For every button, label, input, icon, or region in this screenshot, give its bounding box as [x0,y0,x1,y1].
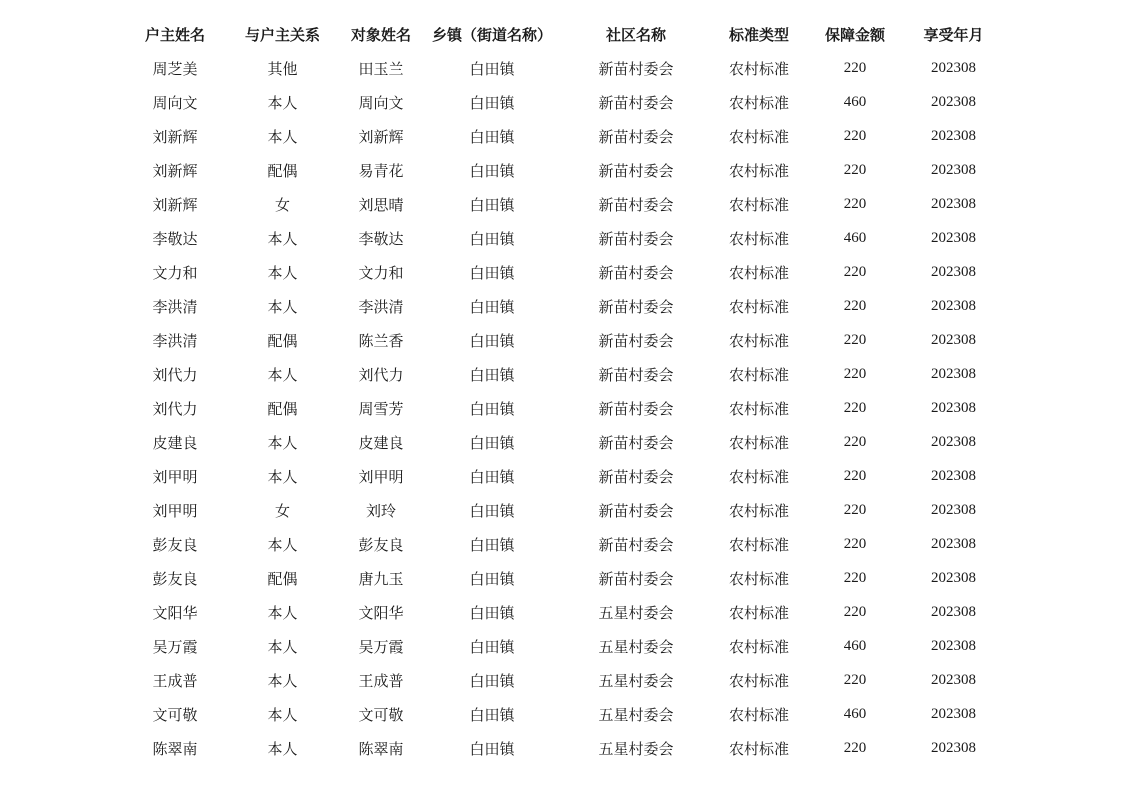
community-cell: 新苗村委会 [598,365,674,384]
standard-type-cell: 农村标准 [728,365,789,384]
recipient-name-cell: 皮建良 [358,433,404,452]
standard-type-cell: 农村标准 [728,569,789,588]
township-cell: 白田镇 [469,93,515,112]
amount-cell: 220 [843,739,867,756]
township-cell: 白田镇 [469,59,515,78]
recipient-name-cell: 吴万霞 [358,637,404,656]
table-header [120,17,1000,51]
community-cell: 新苗村委会 [598,93,674,112]
community-cell: 新苗村委会 [598,467,674,486]
recipient-name-cell: 王成普 [358,671,404,690]
relationship-cell: 本人 [267,297,298,316]
householder-name-cell: 彭友良 [152,535,198,554]
community-cell: 新苗村委会 [598,399,674,418]
community-cell: 新苗村委会 [598,535,674,554]
community-cell: 新苗村委会 [598,569,674,588]
relationship-cell: 本人 [267,433,298,452]
relationship-cell: 配偶 [267,161,298,180]
township-cell: 白田镇 [469,127,515,146]
standard-type-cell: 农村标准 [728,331,789,350]
township-cell: 白田镇 [469,637,515,656]
table-row [120,391,1000,425]
table-row [120,425,1000,459]
householder-name-cell: 李洪清 [152,331,198,350]
recipient-name-cell: 刘玲 [365,501,396,520]
amount-cell: 220 [843,603,867,620]
householder-name-cell: 陈翠南 [152,739,198,758]
month-cell: 202308 [931,161,976,178]
recipient-name-cell: 文力和 [358,263,404,282]
table-row [120,323,1000,357]
relationship-cell: 本人 [267,93,298,112]
relationship-cell: 本人 [267,229,298,248]
recipient-name-cell: 彭友良 [358,535,404,554]
township-cell: 白田镇 [469,535,515,554]
householder-name-cell: 文力和 [152,263,198,282]
householder-name-cell: 刘甲明 [152,467,198,486]
recipient-name-cell: 李洪清 [358,297,404,316]
amount-cell: 220 [843,195,867,212]
standard-type-cell: 农村标准 [728,603,789,622]
standard-type-cell: 农村标准 [728,263,789,282]
relationship-cell: 本人 [267,127,298,146]
header-amount: 保障金额 [824,25,885,44]
township-cell: 白田镇 [469,297,515,316]
recipient-name-cell: 唐九玉 [358,569,404,588]
header-recipient-name: 对象姓名 [350,25,411,44]
recipient-name-cell: 刘甲明 [358,467,404,486]
relationship-cell: 女 [274,195,290,214]
table-row [120,357,1000,391]
community-cell: 新苗村委会 [598,263,674,282]
standard-type-cell: 农村标准 [728,671,789,690]
table-row [120,119,1000,153]
householder-name-cell: 吴万霞 [152,637,198,656]
township-cell: 白田镇 [469,195,515,214]
township-cell: 白田镇 [469,433,515,452]
township-cell: 白田镇 [469,569,515,588]
recipient-name-cell: 田玉兰 [358,59,404,78]
table-row [120,255,1000,289]
recipient-name-cell: 文可敬 [358,705,404,724]
amount-cell: 220 [843,59,867,76]
benefit-roster-table [120,17,1000,765]
community-cell: 五星村委会 [598,739,674,758]
township-cell: 白田镇 [469,671,515,690]
relationship-cell: 本人 [267,263,298,282]
householder-name-cell: 李敬达 [152,229,198,248]
month-cell: 202308 [931,297,976,314]
month-cell: 202308 [931,569,976,586]
township-cell: 白田镇 [469,229,515,248]
township-cell: 白田镇 [469,603,515,622]
householder-name-cell: 刘新辉 [152,161,198,180]
amount-cell: 220 [843,399,867,416]
table-row [120,561,1000,595]
table-row [120,85,1000,119]
table-row [120,527,1000,561]
month-cell: 202308 [931,637,976,654]
householder-name-cell: 王成普 [152,671,198,690]
householder-name-cell: 周向文 [152,93,198,112]
township-cell: 白田镇 [469,467,515,486]
standard-type-cell: 农村标准 [728,637,789,656]
community-cell: 五星村委会 [598,637,674,656]
header-row [120,17,1000,51]
standard-type-cell: 农村标准 [728,161,789,180]
month-cell: 202308 [931,331,976,348]
recipient-name-cell: 陈兰香 [358,331,404,350]
community-cell: 新苗村委会 [598,127,674,146]
month-cell: 202308 [931,705,976,722]
amount-cell: 460 [843,229,867,246]
standard-type-cell: 农村标准 [728,93,789,112]
standard-type-cell: 农村标准 [728,705,789,724]
table-row [120,629,1000,663]
table-body [120,51,1000,765]
relationship-cell: 本人 [267,365,298,384]
householder-name-cell: 李洪清 [152,297,198,316]
standard-type-cell: 农村标准 [728,195,789,214]
householder-name-cell: 刘新辉 [152,127,198,146]
month-cell: 202308 [931,59,976,76]
header-township: 乡镇（街道名称） [431,25,552,44]
table-row [120,289,1000,323]
standard-type-cell: 农村标准 [728,535,789,554]
amount-cell: 220 [843,671,867,688]
community-cell: 五星村委会 [598,671,674,690]
community-cell: 新苗村委会 [598,229,674,248]
standard-type-cell: 农村标准 [728,127,789,146]
table-row [120,697,1000,731]
community-cell: 新苗村委会 [598,59,674,78]
standard-type-cell: 农村标准 [728,501,789,520]
community-cell: 五星村委会 [598,705,674,724]
table-row [120,153,1000,187]
month-cell: 202308 [931,739,976,756]
township-cell: 白田镇 [469,705,515,724]
table-row [120,595,1000,629]
community-cell: 新苗村委会 [598,501,674,520]
householder-name-cell: 刘甲明 [152,501,198,520]
document-page [120,17,1000,765]
header-community: 社区名称 [605,25,666,44]
header-relationship: 与户主关系 [244,25,320,44]
month-cell: 202308 [931,365,976,382]
township-cell: 白田镇 [469,263,515,282]
householder-name-cell: 刘代力 [152,399,198,418]
householder-name-cell: 彭友良 [152,569,198,588]
householder-name-cell: 刘代力 [152,365,198,384]
community-cell: 新苗村委会 [598,297,674,316]
relationship-cell: 本人 [267,467,298,486]
householder-name-cell: 皮建良 [152,433,198,452]
relationship-cell: 本人 [267,535,298,554]
recipient-name-cell: 刘代力 [358,365,404,384]
amount-cell: 220 [843,263,867,280]
recipient-name-cell: 李敬达 [358,229,404,248]
community-cell: 新苗村委会 [598,433,674,452]
amount-cell: 220 [843,501,867,518]
recipient-name-cell: 刘思晴 [358,195,404,214]
relationship-cell: 本人 [267,705,298,724]
month-cell: 202308 [931,671,976,688]
month-cell: 202308 [931,229,976,246]
amount-cell: 220 [843,535,867,552]
community-cell: 新苗村委会 [598,161,674,180]
township-cell: 白田镇 [469,365,515,384]
table-row [120,663,1000,697]
table-row [120,459,1000,493]
amount-cell: 460 [843,93,867,110]
relationship-cell: 配偶 [267,399,298,418]
month-cell: 202308 [931,263,976,280]
month-cell: 202308 [931,195,976,212]
community-cell: 新苗村委会 [598,195,674,214]
relationship-cell: 本人 [267,603,298,622]
relationship-cell: 配偶 [267,331,298,350]
table-row [120,51,1000,85]
month-cell: 202308 [931,501,976,518]
month-cell: 202308 [931,433,976,450]
header-standard-type: 标准类型 [728,25,789,44]
table-row [120,221,1000,255]
month-cell: 202308 [931,399,976,416]
relationship-cell: 本人 [267,671,298,690]
recipient-name-cell: 文阳华 [358,603,404,622]
recipient-name-cell: 刘新辉 [358,127,404,146]
township-cell: 白田镇 [469,331,515,350]
month-cell: 202308 [931,93,976,110]
amount-cell: 460 [843,705,867,722]
amount-cell: 220 [843,297,867,314]
amount-cell: 220 [843,127,867,144]
standard-type-cell: 农村标准 [728,739,789,758]
amount-cell: 220 [843,161,867,178]
amount-cell: 220 [843,467,867,484]
relationship-cell: 本人 [267,739,298,758]
recipient-name-cell: 周雪芳 [358,399,404,418]
township-cell: 白田镇 [469,399,515,418]
relationship-cell: 本人 [267,637,298,656]
table-row [120,187,1000,221]
month-cell: 202308 [931,603,976,620]
recipient-name-cell: 易青花 [358,161,404,180]
relationship-cell: 配偶 [267,569,298,588]
month-cell: 202308 [931,127,976,144]
month-cell: 202308 [931,467,976,484]
header-householder-name: 户主姓名 [144,25,205,44]
amount-cell: 220 [843,569,867,586]
standard-type-cell: 农村标准 [728,59,789,78]
standard-type-cell: 农村标准 [728,399,789,418]
township-cell: 白田镇 [469,501,515,520]
standard-type-cell: 农村标准 [728,297,789,316]
recipient-name-cell: 周向文 [358,93,404,112]
header-month: 享受年月 [923,25,984,44]
month-cell: 202308 [931,535,976,552]
recipient-name-cell: 陈翠南 [358,739,404,758]
table-row [120,731,1000,765]
table-row [120,493,1000,527]
amount-cell: 220 [843,365,867,382]
amount-cell: 220 [843,331,867,348]
standard-type-cell: 农村标准 [728,229,789,248]
amount-cell: 220 [843,433,867,450]
householder-name-cell: 刘新辉 [152,195,198,214]
community-cell: 五星村委会 [598,603,674,622]
township-cell: 白田镇 [469,739,515,758]
relationship-cell: 女 [274,501,290,520]
relationship-cell: 其他 [267,59,298,78]
standard-type-cell: 农村标准 [728,433,789,452]
householder-name-cell: 周芝美 [152,59,198,78]
householder-name-cell: 文可敬 [152,705,198,724]
householder-name-cell: 文阳华 [152,603,198,622]
township-cell: 白田镇 [469,161,515,180]
amount-cell: 460 [843,637,867,654]
standard-type-cell: 农村标准 [728,467,789,486]
community-cell: 新苗村委会 [598,331,674,350]
